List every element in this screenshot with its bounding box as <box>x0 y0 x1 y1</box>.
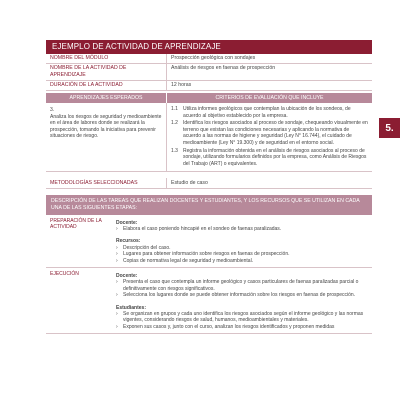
learning-criteria-row <box>46 103 372 172</box>
list-item-text: Copias de normativa legal de seguridad y medioambiental. <box>123 257 254 264</box>
preparation-label: PREPARACIÓN DE LA ACTIVIDAD <box>50 217 102 230</box>
meta-row-module <box>46 54 372 64</box>
learning-outcome <box>46 103 167 171</box>
criterion-item <box>171 120 368 146</box>
list-item <box>116 311 368 324</box>
table-header <box>46 93 372 103</box>
meta-row-activity <box>46 64 372 81</box>
list-item-text: Presenta el caso que contempla un informe geológico y casos particulares de faenas paralizadas parcial o definitivamente con riesgos significativos. <box>123 279 359 292</box>
list-item-text: Lugares para obtener información sobre riesgos en faenas de prospección. <box>123 251 290 258</box>
list-item <box>116 226 368 232</box>
docente-label: Docente: <box>116 272 138 279</box>
recursos-label: Recursos: <box>116 238 141 245</box>
docente-label: Docente: <box>116 219 138 226</box>
learning-number: 3. <box>50 107 55 113</box>
page-number-tab: 5. <box>379 118 400 138</box>
criterion-text: Utiliza informes geológicos que contemplan la ubicación de los sondeos, de acuerdo al objetivo establecido por la empresa. <box>183 106 351 119</box>
criteria-header: CRITERIOS DE EVALUACIÓN QUE INCLUYE <box>167 93 372 103</box>
criterion-number: 1.3 <box>171 147 178 154</box>
criterion-item <box>171 106 368 119</box>
bullet-icon: › <box>116 311 118 317</box>
criterion-text: Identifica los riesgos asociados al proceso de sondaje, chequeando visualmente en terreno que existan las condiciones necesarias y aplicando la normativa de acuerdo a las normas de higiene y seguridad (Ley N° 16.744), el cuidado de medioambiente (Ley N° 19.300) y de seguridad en el entorno social. <box>183 120 368 146</box>
methodology-key: METODOLOGÍAS SELECCIONADAS <box>46 178 167 188</box>
criteria-list <box>167 103 372 171</box>
preparation-section <box>46 215 372 268</box>
meta-key: NOMBRE DEL MÓDULO <box>46 54 167 63</box>
criterion-number: 1.1 <box>171 106 178 112</box>
meta-row-duration <box>46 81 372 91</box>
learning-text: Analiza los riesgos de seguridad y medioambiente en el área de labores donde se realizará la prospección, tomando la iniciativa para prevenir situaciones de riesgo. <box>50 113 162 140</box>
document-title: EJEMPLO DE ACTIVIDAD DE APRENDIZAJE <box>46 40 372 54</box>
learning-header: APRENDIZAJES ESPERADOS <box>46 93 167 103</box>
bullet-icon: › <box>116 257 118 264</box>
criterion-text: Registra la información obtenida en el análisis de riesgos asociados al proceso de sondaje, utilizando formularios definidos por la empresa, como Análisis de Riesgos del Trabajo (ART) o equivalentes. <box>183 147 367 167</box>
methodology-value: Estudio de caso <box>171 180 208 187</box>
meta-key: NOMBRE DE LA ACTIVIDAD DE APRENDIZAJE <box>46 64 167 80</box>
activity-document <box>46 40 372 334</box>
list-item <box>116 258 368 264</box>
bullet-icon: › <box>116 323 118 330</box>
list-item <box>116 324 368 330</box>
list-item <box>116 279 368 292</box>
list-item-text: Exponen sus casos y, junto con el curso, analizan los riesgos identificados y proponen medidas <box>123 323 335 330</box>
meta-value: Análisis de riesgos en faenas de prospección <box>171 65 276 71</box>
bullet-icon: › <box>116 292 118 299</box>
list-item-text: Elabora el caso poniendo hincapié en el sondeo de faenas paralizadas. <box>123 225 282 232</box>
bullet-icon: › <box>116 244 118 251</box>
criterion-item <box>171 148 368 168</box>
description-header: DESCRIPCIÓN DE LAS TAREAS QUE REALIZAN DOCENTES Y ESTUDIANTES, Y LOS RECURSOS QUE SE UTILIZAN EN CADA UNA DE LAS SIGUIENTES ETAPAS: <box>46 195 372 214</box>
bullet-icon: › <box>116 279 118 286</box>
criterion-number: 1.2 <box>171 120 178 127</box>
list-item <box>116 292 368 298</box>
bullet-icon: › <box>116 251 118 258</box>
execution-label: EJECUCIÓN <box>50 270 79 277</box>
list-item-text: Selecciona los lugares donde se puede obtener información sobre los riesgos en faenas de prospección. <box>123 292 356 299</box>
methodology-row <box>46 178 372 189</box>
estudiantes-label: Estudiantes: <box>116 304 147 311</box>
preparation-content <box>112 215 372 267</box>
execution-content <box>112 268 372 333</box>
bullet-icon: › <box>116 225 118 232</box>
execution-section <box>46 268 372 334</box>
meta-key: DURACIÓN DE LA ACTIVIDAD <box>46 81 167 90</box>
meta-value: Prospección geológica con sondajes <box>171 55 256 61</box>
list-item-text: Descripción del caso. <box>123 244 171 251</box>
meta-value: 12 horas <box>171 82 192 88</box>
list-item-text: Se organizan en grupos y cada uno identifica los riesgos asociados según el informe geológico y las normas vigentes, considerando riesgos de salud, humanos, medioambientales y materiales. <box>123 311 364 324</box>
